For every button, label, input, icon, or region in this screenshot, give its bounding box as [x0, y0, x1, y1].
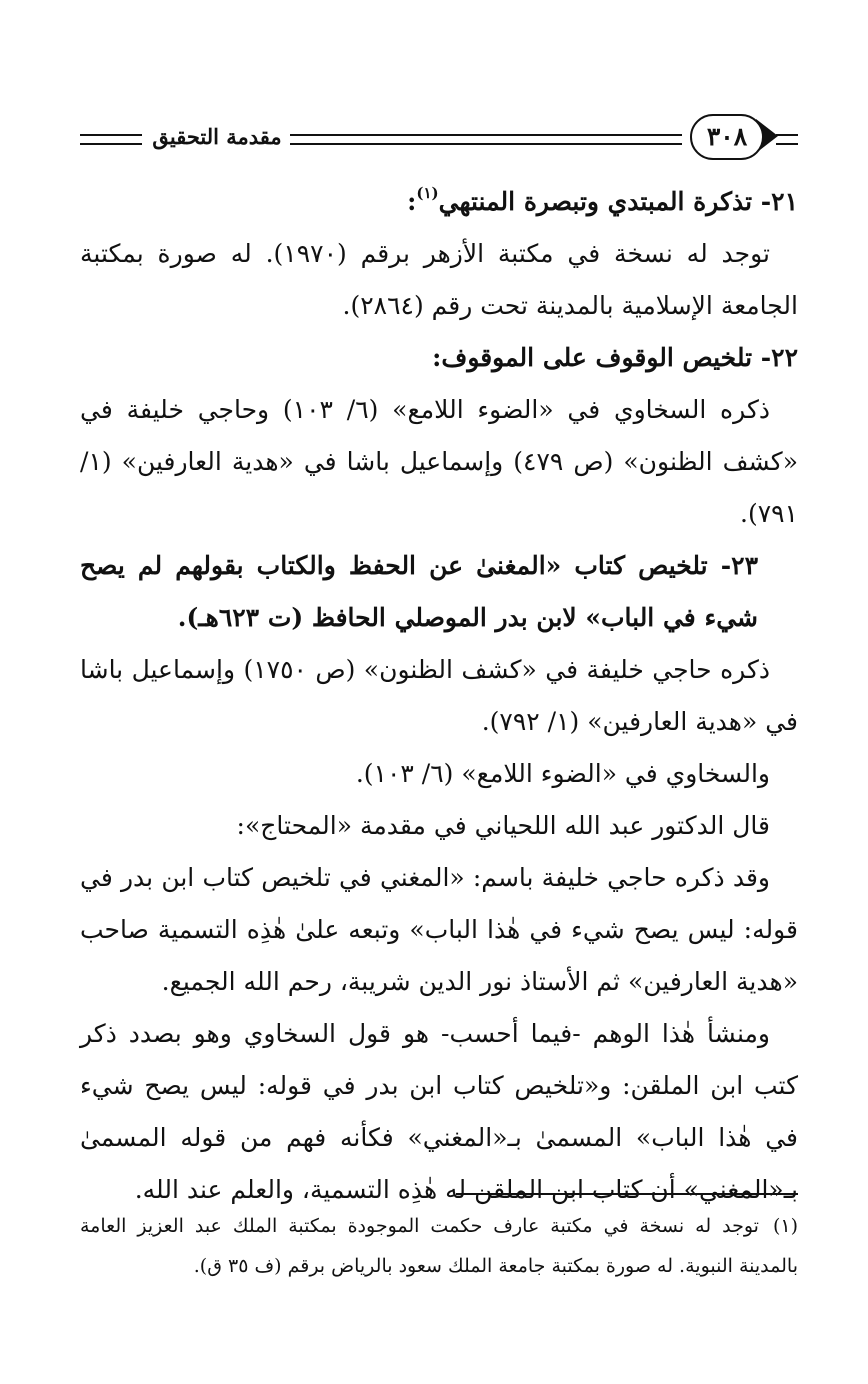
header-rule-left	[80, 134, 142, 145]
paragraph: وقد ذكره حاجي خليفة باسم: «المغني في تلخيص كتاب ابن بدر في قوله: ليس يصح شيء في هٰذا الباب» وتبعه علىٰ هٰذِه التسمية صاحب «هدية العارفين» ثم الأستاذ نور الدين شريبة، رحم الله الجميع.	[80, 863, 798, 996]
footnote-marker: (١)	[772, 1215, 798, 1237]
item-heading-21	[80, 176, 798, 228]
page-number: ٣٠٨	[690, 114, 764, 160]
paragraph: توجد له نسخة في مكتبة الأزهر برقم (١٩٧٠). له صورة بمكتبة الجامعة الإسلامية بالمدينة تحت رقم (٢٨٦٤).	[80, 239, 798, 320]
item-heading-23: ٢٣- تلخيص كتاب «المغنىٰ عن الحفظ والكتاب بقولهم لم يصح شيء في الباب» لابن بدر الموصلي الحافظ (ت ٦٢٣هـ).	[80, 551, 758, 632]
footnotes	[80, 1206, 798, 1286]
header-rule-right	[776, 134, 798, 145]
paragraph: قال الدكتور عبد الله اللحياني في مقدمة «المحتاج»:	[236, 811, 770, 840]
heading-text: ٢١- تذكرة المبتدي وتبصرة المنتهي	[438, 187, 798, 216]
header-rule-middle	[290, 134, 682, 145]
paragraph: والسخاوي في «الضوء اللامع» (٦/ ١٠٣).	[355, 759, 770, 788]
item-heading-22: ٢٢- تلخيص الوقوف على الموقوف:	[432, 343, 798, 372]
paragraph: ذكره حاجي خليفة في «كشف الظنون» (ص ١٧٥٠) وإسماعيل باشا في «هدية العارفين» (١/ ٧٩٢).	[80, 655, 798, 736]
footnote-text: توجد له نسخة في مكتبة عارف حكمت الموجودة بمكتبة الملك عبد العزيز العامة بالمدينة النبوية. له صورة بمكتبة جامعة الملك سعود بالرياض برقم (ف ٣٥ ق).	[80, 1215, 798, 1277]
heading-colon: :	[407, 187, 417, 216]
main-text	[80, 176, 798, 1216]
running-header	[0, 108, 868, 168]
running-title: مقدمة التحقيق	[152, 124, 282, 149]
footnote-divider	[456, 1193, 798, 1195]
footnote-1	[80, 1206, 798, 1286]
paragraph: ذكره السخاوي في «الضوء اللامع» (٦/ ١٠٣) وحاجي خليفة في «كشف الظنون» (ص ٤٧٩) وإسماعيل باشا في «هدية العارفين» (١/ ٧٩١).	[80, 395, 798, 528]
paragraph: ومنشأ هٰذا الوهم -فيما أحسب- هو قول السخاوي وهو بصدد ذكر كتب ابن الملقن: و«تلخيص كتاب ابن بدر في قوله: ليس يصح شيء في هٰذا الباب» المسمىٰ بـ«المغني» فكأنه فهم من قوله المسمىٰ بـ«المغني» أن كتاب ابن الملقن له هٰذِه التسمية، والعلم عند الله.	[80, 1019, 798, 1204]
footnote-reference[interactable]: (١)	[416, 184, 439, 202]
